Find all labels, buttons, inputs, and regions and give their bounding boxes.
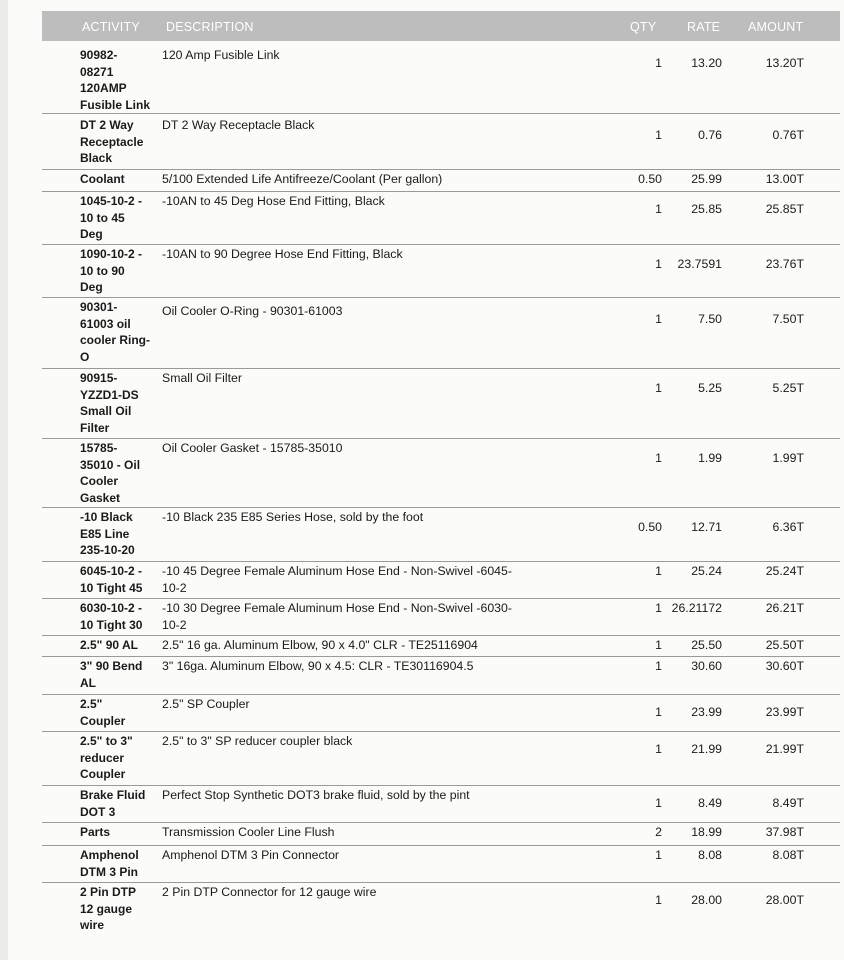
table-row bbox=[42, 658, 840, 695]
rate-cell: 18.99 bbox=[691, 825, 722, 839]
activity-cell: 2.5" 90 AL bbox=[80, 638, 138, 652]
description-cell: Small Oil Filter bbox=[162, 371, 242, 385]
qty-cell: 1 bbox=[655, 742, 662, 756]
table-row bbox=[42, 884, 840, 944]
activity-cell: 3" 90 Bend AL bbox=[80, 659, 143, 690]
activity-cell: 90301- 61003 oil cooler Ring- O bbox=[80, 300, 151, 364]
amount-cell: 5.25T bbox=[772, 381, 804, 395]
description-cell: Oil Cooler O-Ring - 90301-61003 bbox=[162, 304, 343, 318]
activity-cell: 6045-10-2 - 10 Tight 45 bbox=[80, 564, 143, 595]
table-row bbox=[42, 733, 840, 786]
table-row bbox=[42, 171, 840, 192]
qty-cell: 1 bbox=[655, 848, 662, 862]
activity-cell: 2.5" Coupler bbox=[80, 697, 126, 728]
qty-cell: 1 bbox=[655, 796, 662, 810]
description-cell: 3" 16ga. Aluminum Elbow, 90 x 4.5: CLR - TE30116904.5 bbox=[162, 659, 474, 673]
rate-cell: 28.00 bbox=[691, 893, 722, 907]
rate-cell: 8.08 bbox=[698, 848, 722, 862]
table-header bbox=[42, 11, 840, 41]
table-row bbox=[42, 787, 840, 823]
description-cell: 2.5" 16 ga. Aluminum Elbow, 90 x 4.0" CLR - TE25116904 bbox=[162, 638, 478, 652]
activity-cell: 90915- YZZD1-DS Small Oil Filter bbox=[80, 371, 139, 435]
description-cell: 2.5" to 3" SP reducer coupler black bbox=[162, 734, 353, 748]
table-row bbox=[42, 370, 840, 439]
activity-cell: 2.5" to 3" reducer Coupler bbox=[80, 734, 133, 781]
amount-cell: 8.49T bbox=[772, 796, 804, 810]
amount-cell: 8.08T bbox=[772, 848, 804, 862]
amount-cell: 37.98T bbox=[765, 825, 804, 839]
description-cell: -10AN to 90 Degree Hose End Fitting, Black bbox=[162, 247, 403, 261]
table-row bbox=[42, 509, 840, 562]
rate-cell: 7.50 bbox=[698, 312, 722, 326]
qty-cell: 1 bbox=[655, 564, 662, 578]
activity-cell: 90982- 08271 120AMP Fusible Link bbox=[80, 48, 151, 112]
amount-cell: 7.50T bbox=[772, 312, 804, 326]
rate-cell: 0.76 bbox=[698, 128, 722, 142]
amount-cell: 28.00T bbox=[765, 893, 804, 907]
table-row bbox=[42, 847, 840, 883]
qty-cell: 1 bbox=[655, 312, 662, 326]
rate-cell: 30.60 bbox=[691, 659, 722, 673]
page-edge bbox=[0, 0, 8, 960]
table-row bbox=[42, 824, 840, 846]
amount-cell: 25.50T bbox=[765, 638, 804, 652]
qty-cell: 0.50 bbox=[638, 172, 662, 186]
amount-cell: 0.76T bbox=[772, 128, 804, 142]
qty-cell: 1 bbox=[655, 601, 662, 615]
amount-cell: 21.99T bbox=[765, 742, 804, 756]
rate-cell: 1.99 bbox=[698, 451, 722, 465]
rate-cell: 26.21172 bbox=[671, 601, 722, 615]
description-cell: -10AN to 45 Deg Hose End Fitting, Black bbox=[162, 194, 385, 208]
description-cell: DT 2 Way Receptacle Black bbox=[162, 118, 315, 132]
table-row bbox=[42, 440, 840, 508]
amount-cell: 13.20T bbox=[765, 56, 804, 70]
qty-cell: 0.50 bbox=[638, 520, 662, 534]
rate-cell: 12.71 bbox=[691, 520, 722, 534]
qty-cell: 2 bbox=[655, 825, 662, 839]
activity-cell: 1045-10-2 - 10 to 45 Deg bbox=[80, 194, 143, 241]
qty-cell: 1 bbox=[655, 451, 662, 465]
amount-cell: 25.24T bbox=[765, 564, 804, 578]
activity-cell: Amphenol DTM 3 Pin bbox=[80, 848, 139, 879]
activity-cell: -10 Black E85 Line 235-10-20 bbox=[80, 510, 135, 557]
table-row bbox=[42, 246, 840, 298]
description-cell: 2.5" SP Coupler bbox=[162, 697, 250, 711]
qty-cell: 1 bbox=[655, 128, 662, 142]
header-rate: RATE bbox=[687, 20, 721, 34]
amount-cell: 23.76T bbox=[765, 257, 804, 271]
description-cell: 120 Amp Fusible Link bbox=[162, 48, 280, 62]
qty-cell: 1 bbox=[655, 202, 662, 216]
table-row bbox=[42, 117, 840, 170]
description-cell: -10 30 Degree Female Aluminum Hose End - Non-Swivel -6030- 10-2 bbox=[162, 601, 512, 632]
description-cell: Transmission Cooler Line Flush bbox=[162, 825, 335, 839]
description-cell: 5/100 Extended Life Antifreeze/Coolant (Per gallon) bbox=[162, 172, 443, 186]
amount-cell: 26.21T bbox=[765, 601, 804, 615]
rate-cell: 5.25 bbox=[698, 381, 722, 395]
rate-cell: 21.99 bbox=[691, 742, 722, 756]
qty-cell: 1 bbox=[655, 893, 662, 907]
table-row bbox=[42, 563, 840, 599]
rate-cell: 23.99 bbox=[691, 705, 722, 719]
activity-cell: 1090-10-2 - 10 to 90 Deg bbox=[80, 247, 143, 294]
activity-cell: Coolant bbox=[80, 172, 125, 186]
qty-cell: 1 bbox=[655, 381, 662, 395]
amount-cell: 30.60T bbox=[765, 659, 804, 673]
rate-cell: 25.85 bbox=[691, 202, 722, 216]
header-activity: ACTIVITY bbox=[82, 20, 140, 34]
amount-cell: 23.99T bbox=[765, 705, 804, 719]
rate-cell: 8.49 bbox=[698, 796, 722, 810]
rate-cell: 23.7591 bbox=[677, 257, 722, 271]
qty-cell: 1 bbox=[655, 659, 662, 673]
header-description: DESCRIPTION bbox=[166, 20, 254, 34]
qty-cell: 1 bbox=[655, 638, 662, 652]
activity-cell: 6030-10-2 - 10 Tight 30 bbox=[80, 601, 143, 632]
table-row bbox=[42, 193, 840, 245]
qty-cell: 1 bbox=[655, 56, 662, 70]
table-row bbox=[42, 47, 840, 114]
description-cell: 2 Pin DTP Connector for 12 gauge wire bbox=[162, 885, 377, 899]
amount-cell: 25.85T bbox=[765, 202, 804, 216]
qty-cell: 1 bbox=[655, 257, 662, 271]
activity-cell: 2 Pin DTP 12 gauge wire bbox=[80, 885, 137, 932]
amount-cell: 1.99T bbox=[772, 451, 804, 465]
activity-cell: Brake Fluid DOT 3 bbox=[80, 788, 146, 819]
qty-cell: 1 bbox=[655, 705, 662, 719]
description-cell: Oil Cooler Gasket - 15785-35010 bbox=[162, 441, 343, 455]
description-cell: Amphenol DTM 3 Pin Connector bbox=[162, 848, 340, 862]
activity-cell: 15785- 35010 - Oil Cooler Gasket bbox=[80, 441, 141, 505]
description-cell: Perfect Stop Synthetic DOT3 brake fluid, sold by the pint bbox=[162, 788, 470, 802]
amount-cell: 13.00T bbox=[765, 172, 804, 186]
rate-cell: 25.50 bbox=[691, 638, 722, 652]
rate-cell: 13.20 bbox=[691, 56, 722, 70]
table-row bbox=[42, 637, 840, 657]
activity-cell: Parts bbox=[80, 825, 111, 839]
rate-cell: 25.24 bbox=[691, 564, 722, 578]
header-qty: QTY bbox=[630, 20, 657, 34]
header-amount: AMOUNT bbox=[748, 20, 804, 34]
table-row bbox=[42, 299, 840, 369]
description-cell: -10 Black 235 E85 Series Hose, sold by the foot bbox=[162, 510, 424, 524]
rate-cell: 25.99 bbox=[691, 172, 722, 186]
table-row bbox=[42, 600, 840, 636]
description-cell: -10 45 Degree Female Aluminum Hose End - Non-Swivel -6045- 10-2 bbox=[162, 564, 512, 595]
table-row bbox=[42, 696, 840, 732]
activity-cell: DT 2 Way Receptacle Black bbox=[80, 118, 144, 165]
amount-cell: 6.36T bbox=[772, 520, 804, 534]
